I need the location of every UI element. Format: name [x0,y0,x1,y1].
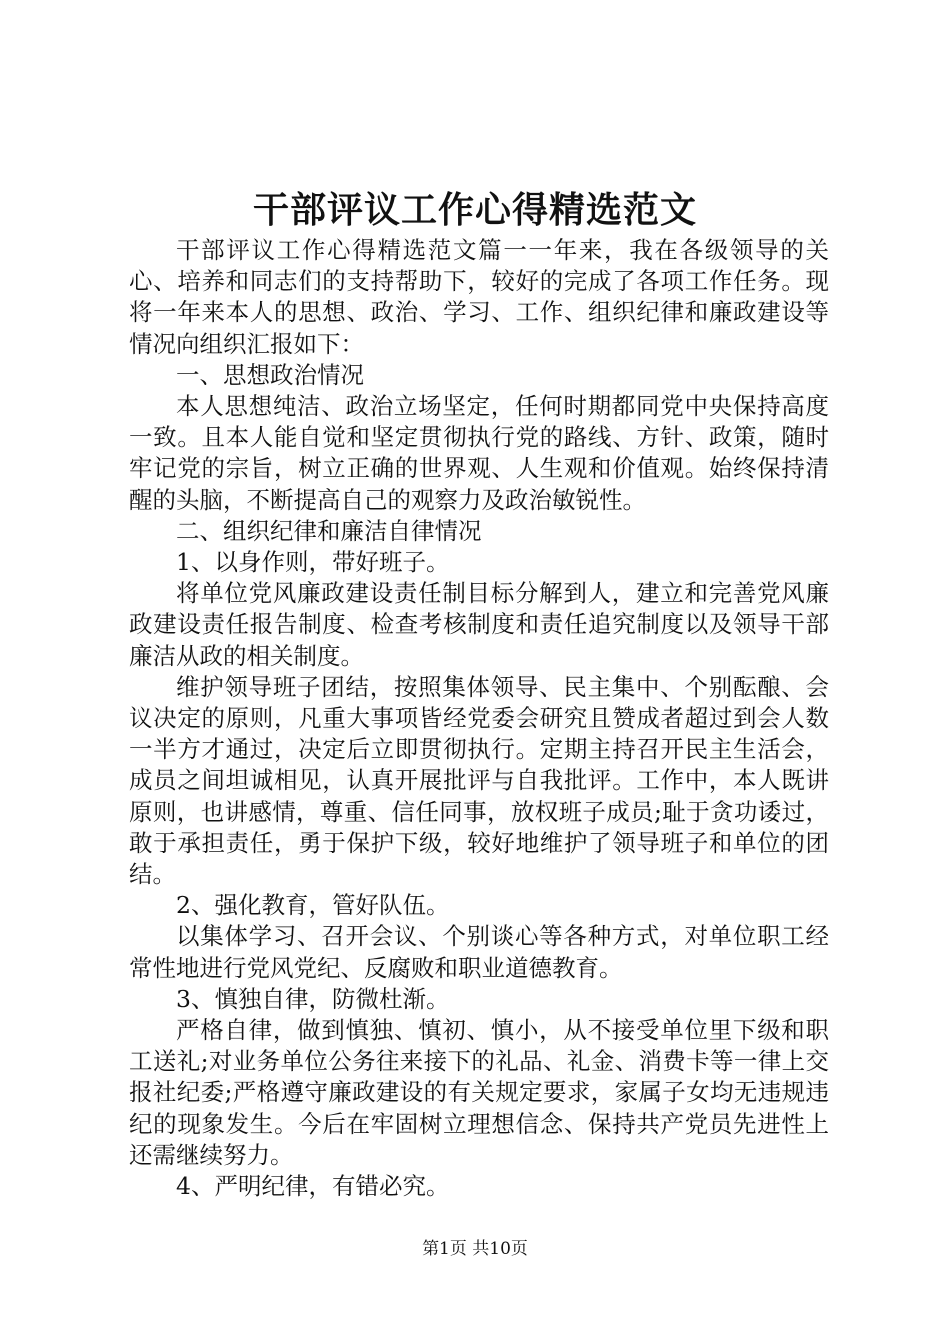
subheading-lead-by-example: 1、以身作则，带好班子。 [176,548,450,577]
subheading-strict-discipline: 4、严明纪律，有错必究。 [176,1172,450,1201]
document-body [129,235,829,1202]
page-footer: 第1页 共10页 [422,1239,528,1259]
section-heading-ideology: 一、思想政治情况 [176,360,364,389]
paragraph-responsibility-system: 将单位党风廉政建设责任制目标分解到人，建立和完善党风廉政建设责任报告制度、检查考核制度和责任追究制度以及领导干部廉洁从政的相关制度。 [129,579,829,670]
paragraph-intro: 干部评议工作心得精选范文篇一一年来，我在各级领导的关心、培养和同志们的支持帮助下，较好的完成了各项工作任务。现将一年来本人的思想、政治、学习、工作、组织纪律和廉政建设等情况向组织汇报如下： [129,236,829,358]
document-title: 干部评议工作心得精选范文 [252,189,697,231]
paragraph-team-unity: 维护领导班子团结，按照集体领导、民主集中、个别酝酿、会议决定的原则，凡重大事项皆经党委会研究且赞成者超过到会人数一半方才通过，决定后立即贯彻执行。定期主持召开民主生活会，成员之间坦诚相见，认真开展批评与自我批评。工作中，本人既讲原则，也讲感情，尊重、信任同事，放权班子成员;耻于贪功诿过，敢于承担责任，勇于保护下级，较好地维护了领导班子和单位的团结。 [129,672,829,889]
subheading-self-discipline: 3、慎独自律，防微杜渐。 [176,984,450,1013]
paragraph-ideology: 本人思想纯洁、政治立场坚定，任何时期都同党中央保持高度一致。且本人能自觉和坚定贯彻执行党的路线、方针、政策，随时牢记党的宗旨，树立正确的世界观、人生观和价值观。始终保持清醒的头脑，不断提高自己的观察力及政治敏锐性。 [129,392,829,514]
subheading-education: 2、强化教育，管好队伍。 [176,891,450,920]
paragraph-education: 以集体学习、召开会议、个别谈心等各种方式，对单位职工经常性地进行党风党纪、反腐败和职业道德教育。 [129,922,829,982]
paragraph-self-discipline: 严格自律，做到慎独、慎初、慎小，从不接受单位里下级和职工送礼;对业务单位公务往来接下的礼品、礼金、消费卡等一律上交报社纪委;严格遵守廉政建设的有关规定要求，家属子女均无违规违纪的现象发生。今后在牢固树立理想信念、保持共产党员先进性上还需继续努力。 [129,1016,829,1169]
section-heading-discipline: 二、组织纪律和廉洁自律情况 [176,516,482,545]
